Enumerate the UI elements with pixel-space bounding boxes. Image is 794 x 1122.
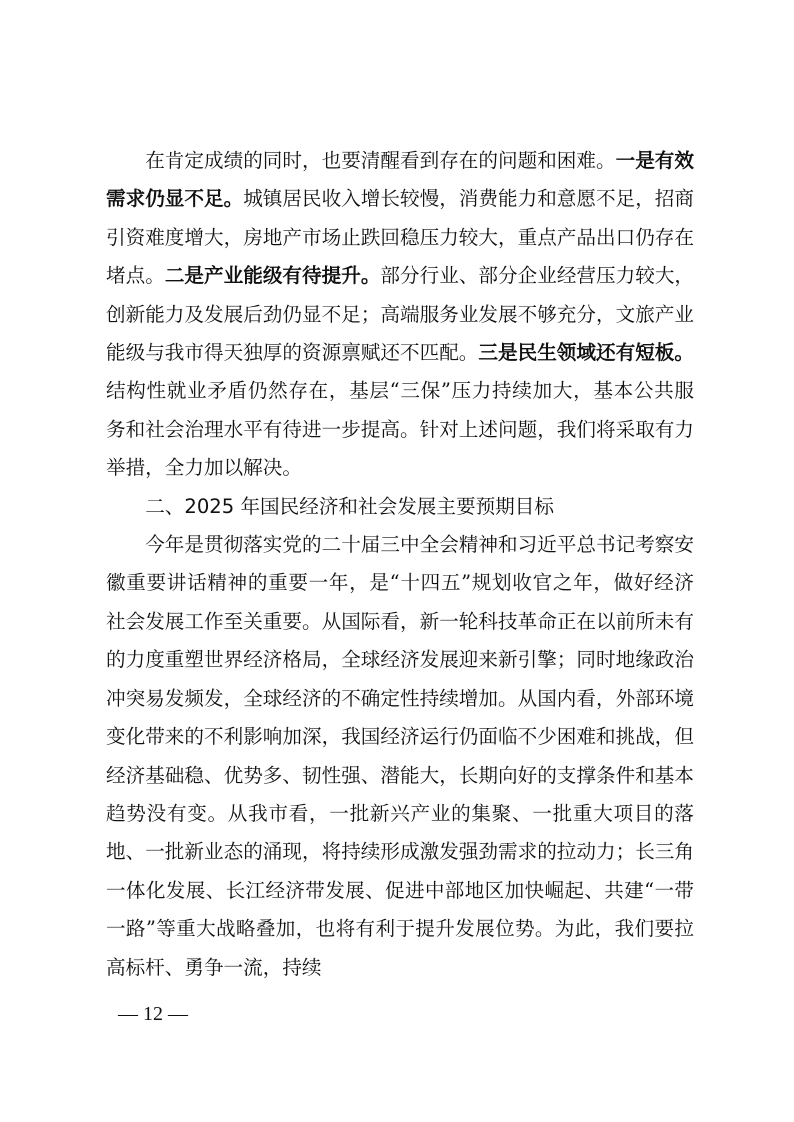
point3-title: 三是民生领域还有短板。 [478,341,695,365]
point1-body: 城镇居民收入增长较慢，消费能力和意愿不足，招商引资难度增大，房地产市场止跌回稳压力较大，重点产品出口仍存在堵点。 [106,187,695,288]
point2-title: 二是产业能级有待提升。 [164,264,381,288]
outlook-paragraph: 今年是贯彻落实党的二十届三中全会精神和习近平总书记考察安徽重要讲话精神的重要一年，是“十四五”规划收官之年，做好经济社会发展工作至关重要。从国际看，新一轮科技革命正在以前所未有的力度重塑世界经济格局，全球经济发展迎来新引擎；同时地缘政治冲突易发频发，全球经济的不确定性持续增加。从国内看，外部环境变化带来的不利影响加深，我国经济运行仍面临不少困难和挑战，但经济基础稳、优势多、韧性强、潜能大，长期向好的支撑条件和基本趋势没有变。从我市看，一批新兴产业的集聚、一批重大项目的落地、一批新业态的涌现，将持续形成激发强劲需求的拉动力；长三角一体化发展、长江经济带发展、促进中部地区加快崛起、共建“一带一路”等重大战略叠加，也将有利于提升发展位势。为此，我们要拉高标杆、勇争一流，持续 [106,533,694,979]
point1-title: 一是有效需求仍显不足。 [106,149,695,211]
problems-intro: 在肯定成绩的同时，也要清醒看到存在的问题和困难。 [145,149,616,172]
section-heading: 二、2025 年国民经济和社会发展主要预期目标 [145,494,554,518]
point3-body: 结构性就业矛盾仍然存在，基层“三保”压力持续加大，基本公共服务和社会治理水平有待进一步提高。针对上述问题，我们将采取有力举措，全力加以解决。 [106,379,694,480]
document-body [106,142,694,987]
point2-body: 部分行业、部分企业经营压力较大，创新能力及发展后劲仍显不足；高端服务业发展不够充分，文旅产业能级与我市得天独厚的资源禀赋还不匹配。 [106,264,695,365]
problems-paragraph [106,142,694,488]
page-number: — 12 — [118,1003,188,1025]
